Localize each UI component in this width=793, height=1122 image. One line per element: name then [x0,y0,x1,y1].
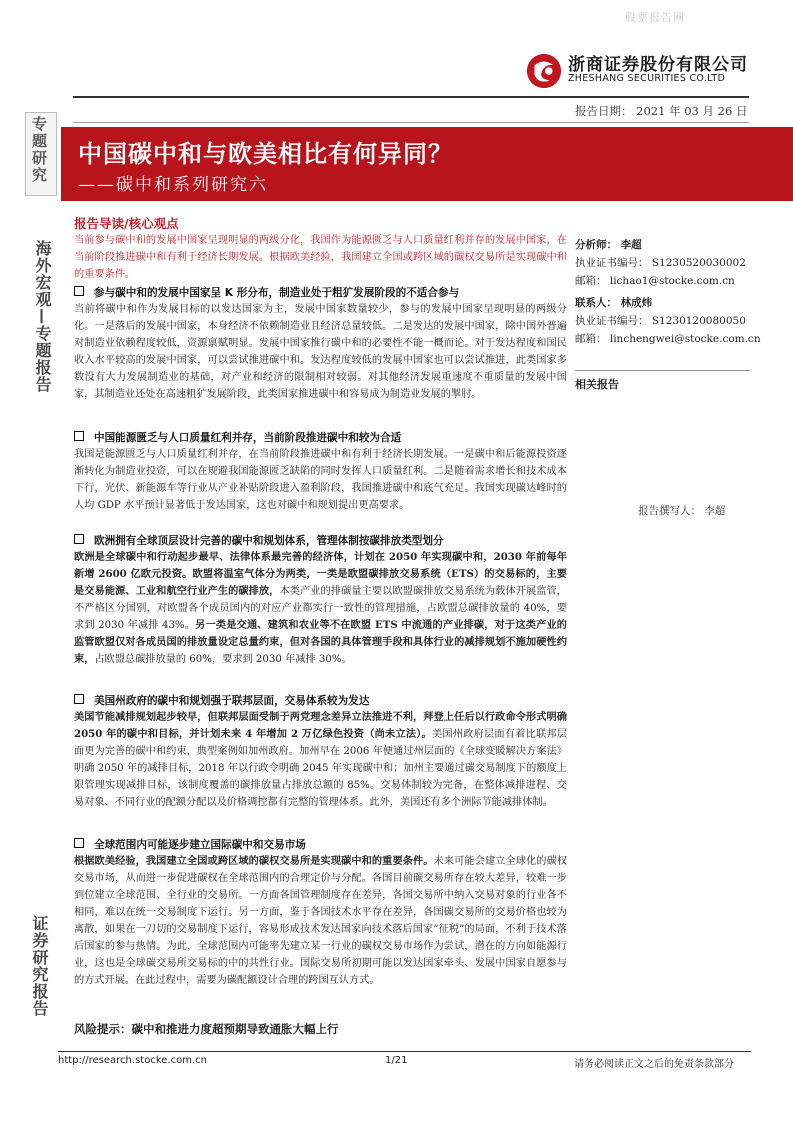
section-heading: 全球范围内可能逐步建立国际碳中和交易市场 [74,837,306,852]
intro-summary: 当前参与碳中和的发展中国家呈现明显的两级分化，我国作为能源匮乏与人口质量红利并存的发展中国家，在当前阶段推进碳中和有利于经济长期发展。根据欧美经验，我国建立全国或跨区域的碳权交易所是实现碳中和的重要条件。 [74,235,567,280]
contact-email[interactable]: 邮箱： linchengwei@stocke.com.cn [575,333,761,345]
watermark: 股票报告网 [625,11,685,24]
side-label-top: 专题研究 [30,116,48,184]
analyst-name: 分析师： 李超 [575,239,642,251]
section-body: 美国节能减排规划起步较早，但联邦层面受制于两党理念差异立法推进不利，拜登上任后以行政命令形式明确 2050 年的碳中和目标，并计划未来 4 年增加 2 万亿绿色投资（尚未立法）。美国州政府层面有着比联邦层面更为完善的碳中和约束，典型案例如加州政府。加州早在 2006 年便通过州层面的《全球变暖解决方案法》明确 2050 年的减排目标，2018 年以行政令明确 2045 年实现碳中和；加州主要通过碳交易制度下的额度上限管理实现减排目标，该制度覆盖的碳排放量占排放总额的 85%。交易体制较为完备，在整体减排进程、交易对象、不同行业的配额分配以及价格调控都有完整的管理体系。此外，美国还有多个洲际节能减排体制。 [74,711,568,808]
report-writer: 报告撰写人： 李超 [638,505,726,517]
analyst-card [575,236,746,290]
related-divider [575,370,750,371]
section-heading: 欧洲拥有全球顶层设计完善的碳中和规划体系，管理体制按碳排放类型划分 [74,533,444,548]
header-rule [73,96,749,98]
section-heading: 中国能源匮乏与人口质量红利并存，当前阶段推进碳中和较为合适 [74,430,401,445]
related-reports-heading: 相关报告 [575,378,619,391]
bullet-square-icon [74,694,84,704]
header-rule-thin [73,122,749,123]
section-body: 根据欧美经验，我国建立全国或跨区域的碳权交易所是实现碳中和的重要条件。未来可能会建立全球化的碳权交易市场，从而进一步促进碳权在全球范围内的合理定价与分配。各国目前碳交易所存在较大差异，较难一步到位建立全球范围、全行业的交易所。一方面各国管理制度存在差异，各国交易所中纳入交易对象的行业各不相同，难以在统一交易制度下运行。另一方面，鉴于各国技术水平存在差异，各国碳交易所的交易价格也较为离散，如果在一刀切的交易制度下运行，容易形成技术发达国家向技术落后国家“征税”的局面，不利于技术落后国家的参与热情。为此，全球范围内可能率先建立某一行业的碳权交易市场作为尝试，潜在的方向如能源行业，这也是全球碳交易所交易标的中的共性行业。国际交易所初期可能以发达国家牵头、发展中国家自愿参与的方式开展。在此过程中，需要为碳配额设计合理的跨国互认方式。 [74,855,568,986]
side-label-bottom: 证券研究报告 [30,915,49,1017]
section-body: 我国是能源匮乏与人口质量红利并存，在当前阶段推进碳中和有利于经济长期发展。一是碳中和后能源投资逐渐转化为制造业投资，可以在规避我国能源匮乏缺陷的同时发挥人口质量红利。二是随着需求增长和技术成本下行，光伏、新能源车等行业从产业补贴阶段进入盈利阶段，我国推进碳中和底气充足。我国实现碳达峰时的人均 GDP 水平预计显著低于发达国家，这也对碳中和规划提出更高要求。 [74,449,567,511]
side-label-middle: 海外宏观—专题报告 [33,240,52,393]
section-body: 当前将碳中和作为发展目标的以发达国家为主，发展中国家数量较少，参与的发展中国家呈现明显的两级分化。一是落后的发展中国家，本身经济不依赖制造业且经济总量较低。二是发达的发展中国家，除中国外普遍对制造业依赖程度较低，资源禀赋明显。发展中国家推行碳中和的必要性不能一概而论。对于发达程度和国民收入水平较高的发展中国家，可以尝试推进碳中和。发达程度较低的发展中国家也可以尝试推进，此类国家多数没有大力发展制造业的基础，对产业和经济的限制相对较弱。对其他经济发展重速度不重质量的发展中国家，其制造业还处在高速粗犷发展阶段，此类国家推进碳中和容易成为制造业发展的掣肘。 [74,304,567,400]
section-body: 欧洲是全球碳中和行动起步最早、法律体系最完善的经济体，计划在 2050 年实现碳中和，2030 年前每年新增 2600 亿欧元投资。欧盟将温室气体分为两类，一类是欧盟碳排放交易系统（ETS）的交易标的，主要是交易能源、工业和航空行业产生的碳排放，本类产业的排碳量主要以欧盟碳排放交易系统为载体开展监管，不严格区分国别，对欧盟各个成员国内的对应产业都实行一致性的管理措施，占欧盟总碳排放量的 40%，要求到 2030 年减排 43%。另一类是交通、建筑和农业等不在欧盟 ETS 中流通的产业排碳，对于这类产业的监管欧盟仅对各成员国的排放量设定总量约束，但对各国的具体管理手段和具体行业的减排规划不施加硬性约束，占欧盟总碳排放量的 60%，要求到 2030 年减排 30%。 [74,551,567,665]
analyst-email[interactable]: 邮箱： lichao1@stocke.com.cn [575,275,735,287]
company-name-en: ZHESHANG SECURITIES CO.LTD [568,73,726,84]
bullet-square-icon [74,838,84,848]
bullet-square-icon [74,431,84,441]
page-number: 1/21 [385,1055,408,1066]
footer-rule [58,1051,751,1052]
contact-cert: 执业证书编号： S1230120080050 [575,315,746,327]
risk-warning: 风险提示：碳中和推进力度超预期导致通胀大幅上行 [74,1022,339,1036]
footer-disclaimer: 请务必阅读正文之后的免责条款部分 [574,1059,734,1070]
report-date: 报告日期： 2021 年 03 月 26 日 [575,104,748,118]
contact-name: 联系人： 林成炜 [575,297,653,309]
analyst-cert: 执业证书编号： S1230520030002 [575,257,746,269]
footer-url-link[interactable]: http://research.stocke.com.cn [58,1055,207,1066]
section-heading: 参与碳中和的发展中国家呈 K 形分布，制造业处于粗犷发展阶段的不适合参与 [74,285,459,300]
page-title: 中国碳中和与欧美相比有何异同？ [78,140,453,168]
section-heading: 美国州政府的碳中和规划强于联邦层面，交易体系较为发达 [74,693,369,708]
contact-card [575,294,761,348]
bullet-square-icon [74,534,84,544]
page-subtitle: ——碳中和系列研究六 [78,175,268,195]
company-name-cn: 浙商证券股份有限公司 [568,55,748,75]
company-logo-icon [525,52,563,90]
bullet-square-icon [74,286,84,296]
intro-heading: 报告导读/核心观点 [74,216,179,231]
